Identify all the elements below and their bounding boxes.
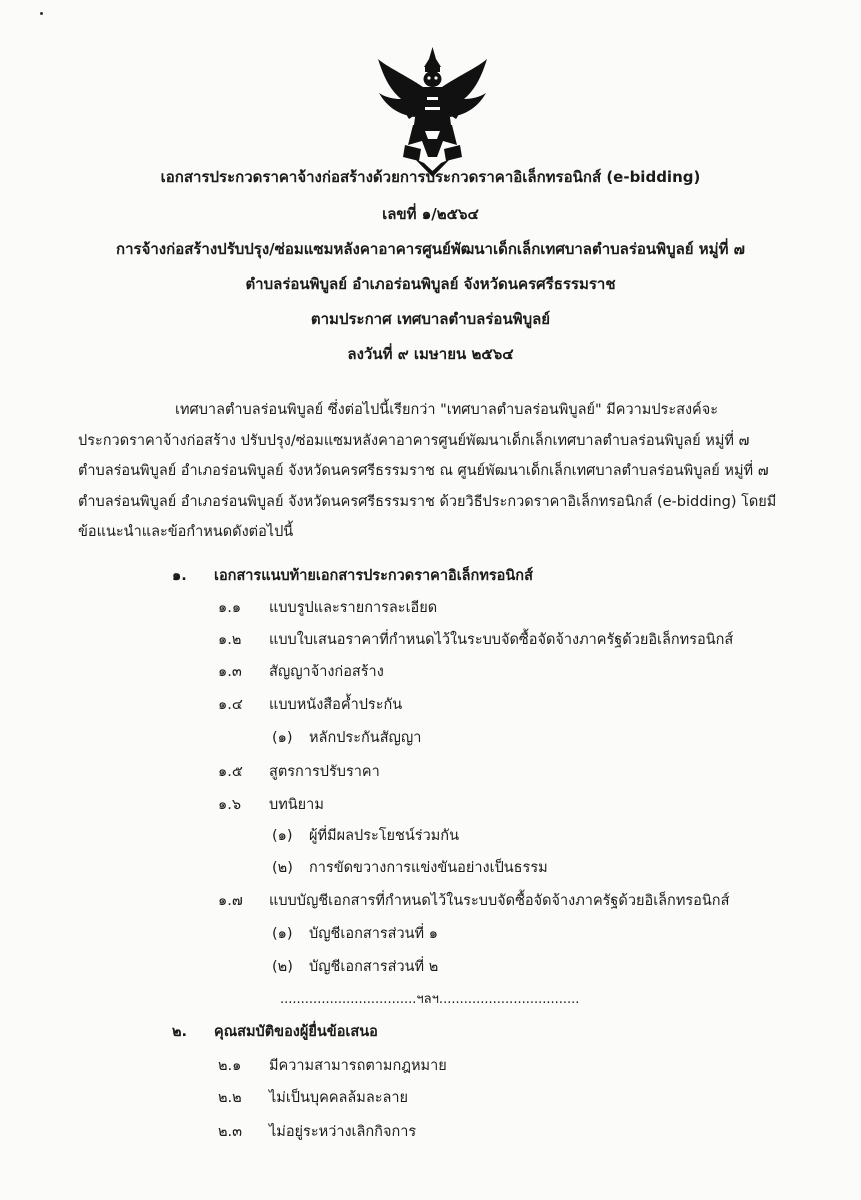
item-text: บทนิยาม	[269, 797, 324, 813]
subitem-number: (๑)	[272, 730, 293, 746]
item-text: แบบบัญชีเอกสารที่กำหนดไว้ในระบบจัดซื้อจัดจ้างภาครัฐด้วยอิเล็กทรอนิกส์	[269, 893, 730, 909]
section-title: เอกสารแนบท้ายเอกสารประกวดราคาอิเล็กทรอนิกส์	[214, 568, 533, 584]
item-text: สูตรการปรับราคา	[269, 764, 380, 780]
item-text: แบบหนังสือค้ำประกัน	[269, 697, 403, 713]
announcement-line: ตามประกาศ เทศบาลตำบลร่อนพิบูลย์	[310, 310, 551, 328]
intro-line: ตำบลร่อนพิบูลย์ อำเภอร่อนพิบูลย์ จังหวัดนครศรีธรรมราช ด้วยวิธีประกวดราคาอิเล็กทรอนิกส์ (e-bidding) โดยมี	[78, 493, 777, 510]
section-number: ๑.	[172, 568, 187, 584]
document-number: เลขที่ ๑/๒๕๖๔	[382, 205, 479, 223]
intro-line: ประกวดราคาจ้างก่อสร้าง ปรับปรุง/ซ่อมแซมหลังคาอาคารศูนย์พัฒนาเด็กเล็กเทศบาลตำบลร่อนพิบูลย์ หมู่ที่ ๗	[78, 432, 750, 449]
intro-line: ข้อแนะนำและข้อกำหนดดังต่อไปนี้	[78, 524, 294, 540]
item-number: ๒.๓	[218, 1124, 243, 1140]
item-text: แบบใบเสนอราคาที่กำหนดไว้ในระบบจัดซื้อจัดจ้างภาครัฐด้วยอิเล็กทรอนิกส์	[269, 632, 734, 648]
item-text: มีความสามารถตามกฎหมาย	[269, 1058, 447, 1074]
intro-paragraph	[78, 400, 813, 553]
item-number: ๑.๓	[218, 664, 242, 680]
item-number: ๒.๒	[218, 1090, 242, 1106]
item-text: ไม่เป็นบุคคลล้มละลาย	[269, 1090, 409, 1106]
section-number: ๒.	[172, 1024, 188, 1040]
section-title: คุณสมบัติของผู้ยื่นข้อเสนอ	[214, 1024, 378, 1040]
item-number: ๑.๔	[218, 697, 243, 713]
item-text: สัญญาจ้างก่อสร้าง	[269, 664, 384, 680]
scan-speck	[40, 12, 43, 15]
intro-line: ตำบลร่อนพิบูลย์ อำเภอร่อนพิบูลย์ จังหวัดนครศรีธรรมราช ณ ศูนย์พัฒนาเด็กเล็กเทศบาลตำบลร่อนพิบูลย์ หมู่ที่ ๗	[78, 463, 769, 479]
subitem-number: (๑)	[272, 926, 293, 942]
intro-line: เทศบาลตำบลร่อนพิบูลย์ ซึ่งต่อไปนี้เรียกว่า "เทศบาลตำบลร่อนพิบูลย์" มีความประสงค์จะ	[175, 402, 719, 418]
item-number: ๒.๑	[218, 1058, 242, 1074]
subitem-text: หลักประกันสัญญา	[309, 730, 422, 746]
subitem-text: การขัดขวางการแข่งขันอย่างเป็นธรรม	[309, 860, 548, 876]
subitem-text: ผู้ที่มีผลประโยชน์ร่วมกัน	[309, 828, 459, 844]
item-number: ๑.๗	[218, 893, 243, 909]
item-number: ๑.๒	[218, 632, 242, 648]
item-text: ไม่อยู่ระหว่างเลิกกิจการ	[269, 1124, 417, 1140]
item-number: ๑.๕	[218, 764, 243, 780]
subitem-number: (๒)	[272, 959, 293, 975]
ellipsis-line: .................................ฯลฯ..................................	[280, 992, 580, 1007]
subitem-number: (๒)	[272, 860, 293, 876]
garuda-emblem-icon	[375, 45, 490, 180]
document-title-block	[0, 168, 861, 380]
subitem-text: บัญชีเอกสารส่วนที่ ๒	[309, 959, 439, 975]
announcement-date: ลงวันที่ ๙ เมษายน ๒๕๖๔	[347, 345, 514, 363]
item-number: ๑.๑	[218, 600, 242, 616]
title-line-1: เอกสารประกวดราคาจ้างก่อสร้างด้วยการประกวดราคาอิเล็กทรอนิกส์ (e-bidding)	[160, 168, 701, 186]
subitem-number: (๑)	[272, 828, 293, 844]
title-line-4: ตำบลร่อนพิบูลย์ อำเภอร่อนพิบูลย์ จังหวัดนครศรีธรรมราช	[245, 275, 616, 293]
item-text: แบบรูปและรายการละเอียด	[269, 600, 438, 616]
item-number: ๑.๖	[218, 797, 242, 813]
title-line-3: การจ้างก่อสร้างปรับปรุง/ซ่อมแซมหลังคาอาคารศูนย์พัฒนาเด็กเล็กเทศบาลตำบลร่อนพิบูลย์ หมู่ที่ ๗	[116, 240, 745, 258]
subitem-text: บัญชีเอกสารส่วนที่ ๑	[309, 926, 438, 942]
